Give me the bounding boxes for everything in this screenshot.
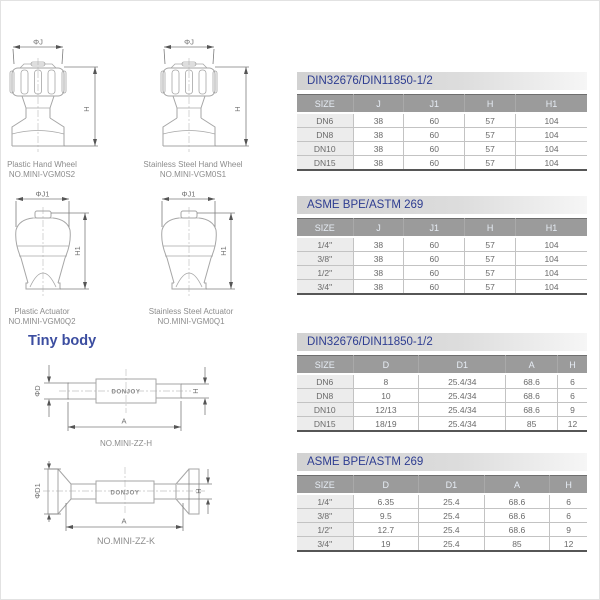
value-cell: 104 [516, 252, 587, 266]
value-cell: 9 [550, 523, 587, 537]
value-cell: 104 [516, 142, 587, 156]
value-cell: 6.35 [353, 494, 419, 509]
stainless-actuator-diagram [148, 187, 258, 305]
value-cell: 10 [353, 389, 419, 403]
value-cell: 38 [353, 156, 404, 171]
value-cell: 38 [353, 252, 404, 266]
value-cell: 68.6 [484, 523, 550, 537]
table-title: ASME BPE/ASTM 269 [297, 196, 587, 214]
size-cell: DN8 [297, 128, 353, 142]
body-clamp-drawing-icon [31, 461, 251, 541]
hand-wheel-drawing-icon [2, 37, 112, 167]
table-row [297, 523, 587, 537]
table-title: ASME BPE/ASTM 269 [297, 453, 587, 471]
diagram-title: Plastic Actuator [14, 307, 70, 316]
size-cell: 1/2" [297, 523, 353, 537]
hand-wheel-drawing-icon [153, 37, 263, 167]
table-title: DIN32676/DIN11850-1/2 [297, 333, 587, 351]
value-cell: 104 [516, 280, 587, 295]
size-cell: DN8 [297, 389, 353, 403]
value-cell: 25.4/34 [419, 389, 506, 403]
table-row [297, 494, 587, 509]
column-header: J1 [404, 95, 465, 114]
value-cell: 6 [550, 509, 587, 523]
plastic-hand-wheel-label [0, 160, 97, 179]
column-header: H1 [516, 219, 587, 238]
value-cell: 38 [353, 142, 404, 156]
column-header: SIZE [297, 356, 353, 375]
value-cell: 57 [465, 113, 516, 128]
zz-k-label [61, 537, 191, 547]
size-cell: DN6 [297, 113, 353, 128]
value-cell: 57 [465, 266, 516, 280]
value-cell: 104 [516, 156, 587, 171]
table-row [297, 389, 587, 403]
value-cell: 57 [465, 280, 516, 295]
brand-mark: DONJOY [111, 389, 141, 396]
value-cell: 25.4/34 [419, 374, 506, 389]
diagram-part-number: NO.MINI-VGM0S2 [8, 169, 76, 179]
value-cell: 38 [353, 128, 404, 142]
dim-phi-d1-label: ΦD1 [33, 483, 42, 499]
size-cell: DN15 [297, 156, 353, 171]
value-cell: 104 [516, 237, 587, 252]
value-cell: 9.5 [353, 509, 419, 523]
dim-h-label: H [194, 488, 203, 494]
dim-a-label: A [121, 516, 127, 526]
size-cell: DN15 [297, 417, 353, 432]
plastic-actuator-diagram [2, 187, 112, 305]
spec-table [297, 94, 587, 171]
size-cell: 3/8" [297, 252, 353, 266]
value-cell: 104 [516, 128, 587, 142]
column-header: D1 [419, 356, 506, 375]
table-row [297, 252, 587, 266]
table-title: DIN32676/DIN11850-1/2 [297, 72, 587, 90]
table-block-din-da [297, 333, 587, 432]
table-row [297, 403, 587, 417]
value-cell: 57 [465, 252, 516, 266]
diagram-part-number: NO.MINI-ZZ-H [100, 439, 152, 448]
value-cell: 25.4 [419, 523, 485, 537]
value-cell: 6 [558, 374, 587, 389]
column-header: H1 [516, 95, 587, 114]
size-cell: 1/4" [297, 237, 353, 252]
diagram-part-number: NO.MINI-VGM0Q1 [157, 316, 225, 326]
dim-phi-d-label: ΦD [33, 385, 42, 397]
value-cell: 68.6 [506, 389, 558, 403]
size-cell: 1/4" [297, 494, 353, 509]
spec-table [297, 475, 587, 552]
value-cell: 60 [404, 142, 465, 156]
value-cell: 104 [516, 113, 587, 128]
stainless-actuator-label [126, 307, 256, 326]
table-row [297, 237, 587, 252]
value-cell: 38 [353, 237, 404, 252]
table-row [297, 417, 587, 432]
column-header: A [506, 356, 558, 375]
value-cell: 6 [550, 494, 587, 509]
table-block-asme-jh [297, 196, 587, 295]
diagram-title: Stainless Steel Hand Wheel [143, 160, 243, 169]
diagram-part-number: NO.MINI-VGM0S1 [159, 169, 227, 179]
stainless-hand-wheel-label [128, 160, 258, 179]
diagram-title: Plastic Hand Wheel [7, 160, 77, 169]
table-row [297, 142, 587, 156]
column-header: SIZE [297, 476, 353, 495]
column-header: D [353, 476, 419, 495]
column-header: SIZE [297, 219, 353, 238]
table-row [297, 113, 587, 128]
column-header: SIZE [297, 95, 353, 114]
value-cell: 60 [404, 252, 465, 266]
size-cell: DN6 [297, 374, 353, 389]
diagram-part-number: NO.MINI-ZZ-K [97, 536, 155, 546]
value-cell: 18/19 [353, 417, 419, 432]
table-row [297, 537, 587, 552]
value-cell: 57 [465, 128, 516, 142]
value-cell: 12/13 [353, 403, 419, 417]
plastic-actuator-label [0, 307, 97, 326]
dim-a-label: A [121, 416, 127, 426]
zz-h-label [61, 439, 191, 449]
table-block-din-jh [297, 72, 587, 171]
column-header: D [353, 356, 419, 375]
header-row [297, 95, 587, 114]
spec-table [297, 355, 587, 432]
header-row [297, 356, 587, 375]
size-cell: 3/4" [297, 280, 353, 295]
size-cell: 3/4" [297, 537, 353, 552]
value-cell: 6 [558, 389, 587, 403]
column-header: H [550, 476, 587, 495]
tiny-body-zz-h-diagram [31, 361, 251, 441]
size-cell: DN10 [297, 142, 353, 156]
size-cell: 3/8" [297, 509, 353, 523]
value-cell: 38 [353, 113, 404, 128]
column-header: J [353, 95, 404, 114]
value-cell: 68.6 [506, 374, 558, 389]
value-cell: 60 [404, 266, 465, 280]
value-cell: 68.6 [484, 509, 550, 523]
value-cell: 19 [353, 537, 419, 552]
value-cell: 60 [404, 280, 465, 295]
header-row [297, 476, 587, 495]
value-cell: 57 [465, 142, 516, 156]
brand-mark: DONJOY [110, 490, 140, 497]
value-cell: 104 [516, 266, 587, 280]
value-cell: 38 [353, 266, 404, 280]
value-cell: 12 [550, 537, 587, 552]
spec-table [297, 218, 587, 295]
plastic-hand-wheel-diagram [2, 37, 112, 167]
tiny-body-zz-k-diagram [31, 461, 251, 541]
stainless-hand-wheel-diagram [153, 37, 263, 167]
table-row [297, 266, 587, 280]
table-row [297, 280, 587, 295]
body-weld-drawing-icon [31, 361, 251, 441]
column-header: A [484, 476, 550, 495]
table-row [297, 128, 587, 142]
table-block-asme-da [297, 453, 587, 552]
value-cell: 85 [506, 417, 558, 432]
value-cell: 60 [404, 128, 465, 142]
value-cell: 12.7 [353, 523, 419, 537]
value-cell: 9 [558, 403, 587, 417]
size-cell: DN10 [297, 403, 353, 417]
column-header: H [558, 356, 587, 375]
actuator-drawing-icon [2, 187, 112, 305]
value-cell: 8 [353, 374, 419, 389]
table-row [297, 156, 587, 171]
value-cell: 25.4/34 [419, 417, 506, 432]
column-header: J [353, 219, 404, 238]
tiny-body-heading: Tiny body [28, 333, 97, 349]
value-cell: 60 [404, 237, 465, 252]
dim-h-label: H [191, 388, 200, 394]
value-cell: 57 [465, 156, 516, 171]
value-cell: 38 [353, 280, 404, 295]
column-header: J1 [404, 219, 465, 238]
header-row [297, 219, 587, 238]
actuator-drawing-icon [148, 187, 258, 305]
diagram-title: Stainless Steel Actuator [148, 307, 234, 316]
value-cell: 12 [558, 417, 587, 432]
diagram-part-number: NO.MINI-VGM0Q2 [8, 316, 76, 326]
table-row [297, 509, 587, 523]
value-cell: 25.4 [419, 494, 485, 509]
value-cell: 60 [404, 156, 465, 171]
size-cell: 1/2" [297, 266, 353, 280]
column-header: H [465, 95, 516, 114]
value-cell: 68.6 [484, 494, 550, 509]
value-cell: 25.4/34 [419, 403, 506, 417]
value-cell: 25.4 [419, 509, 485, 523]
value-cell: 60 [404, 113, 465, 128]
table-row [297, 374, 587, 389]
value-cell: 68.6 [506, 403, 558, 417]
value-cell: 85 [484, 537, 550, 552]
column-header: H [465, 219, 516, 238]
value-cell: 57 [465, 237, 516, 252]
column-header: D1 [419, 476, 485, 495]
value-cell: 25.4 [419, 537, 485, 552]
